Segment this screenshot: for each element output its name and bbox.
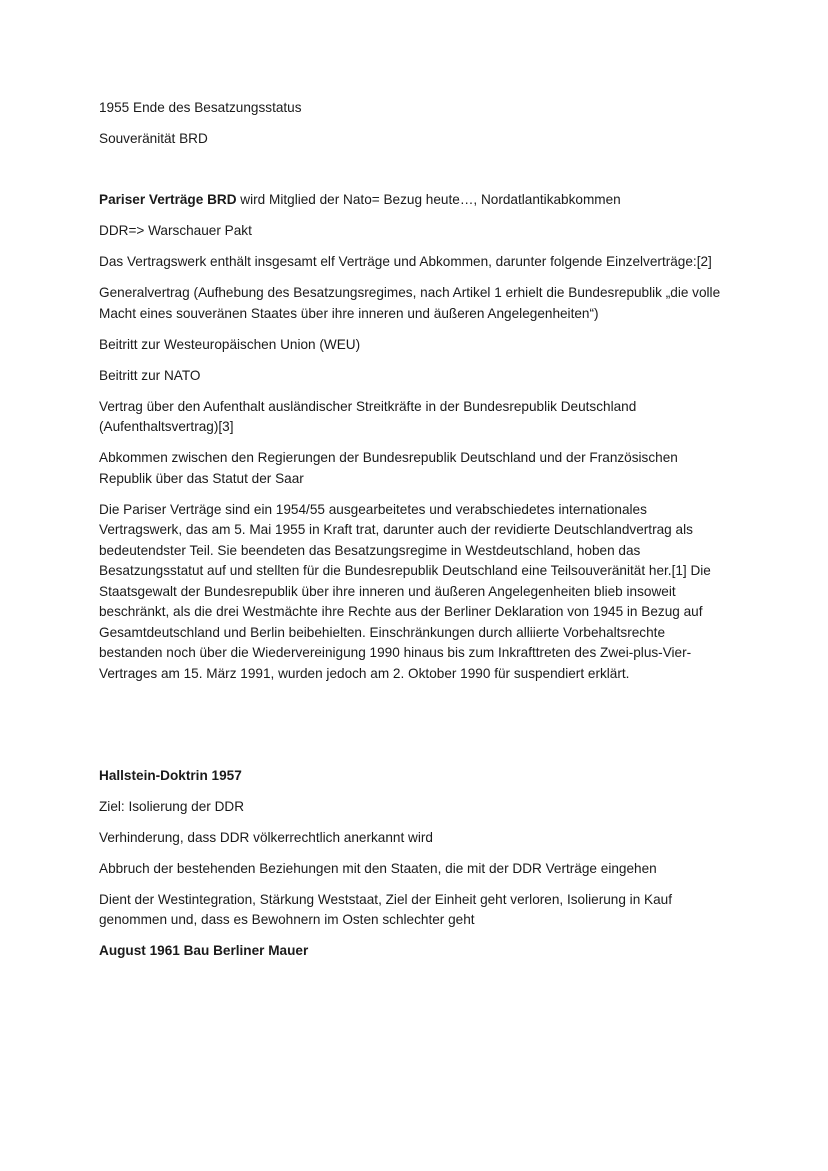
paragraph-verhinderung: Verhinderung, dass DDR völkerrechtlich anerkannt wird bbox=[99, 829, 433, 845]
bold-pariser-vertraege: Pariser Verträge BRD bbox=[99, 192, 237, 207]
spacer bbox=[99, 160, 729, 190]
document-body bbox=[99, 98, 729, 972]
paragraph-saar: Abkommen zwischen den Regierungen der Bundesrepublik Deutschland und der Französischen Republik über das Statut der Saar bbox=[99, 450, 678, 486]
heading-mauerbau: August 1961 Bau Berliner Mauer bbox=[99, 943, 309, 958]
paragraph-aufenthaltsvertrag: Vertrag über den Aufenthalt ausländischer Streitkräfte in der Bundesrepublik Deutschland (Aufenthaltsvertrag)[3] bbox=[99, 398, 637, 434]
paragraph-weu: Beitritt zur Westeuropäischen Union (WEU) bbox=[99, 336, 361, 352]
heading-hallstein: Hallstein-Doktrin 1957 bbox=[99, 767, 242, 783]
spacer bbox=[99, 695, 729, 766]
paragraph-ziel: Ziel: Isolierung der DDR bbox=[99, 798, 245, 814]
paragraph-generalvertrag: Generalvertrag (Aufhebung des Besatzungsregimes, nach Artikel 1 erhielt die Bundesrepublik „die volle Macht eines souveränen Staates über ihre inneren und äußeren Angelegenheiten“) bbox=[99, 285, 721, 321]
paragraph-warschauer-pakt: DDR=> Warschauer Pakt bbox=[99, 223, 252, 238]
paragraph-nato: Beitritt zur NATO bbox=[99, 367, 201, 383]
line-besatzungsstatus: 1955 Ende des Besatzungsstatus bbox=[99, 100, 302, 115]
paragraph-pariser-vertraege bbox=[99, 190, 729, 211]
paragraph-abbruch: Abbruch der bestehenden Beziehungen mit den Staaten, die mit der DDR Verträge eingehen bbox=[99, 860, 657, 876]
line-souveraenitaet: Souveränität BRD bbox=[99, 131, 208, 146]
paragraph-pariser-details: Die Pariser Verträge sind ein 1954/55 ausgearbeitetes und verabschiedetes internationales Vertragswerk, das am 5. Mai 1955 in Kraft trat, darunter auch der revidierte Deutschlandvertrag als bedeutendster Teil. Sie beendeten das Besatzungsregime in Westdeutschland, hoben das Besatzungsstatut auf und stellten für die Bundesrepublik Deutschland eine Teilsouveränität her.[1] Die Staatsgewalt der Bundesrepublik über ihre inneren und äußeren Angelegenheiten blieb insoweit beschränkt, als die drei Westmächte ihre Rechte aus der Berliner Deklaration von 1945 in Bezug auf Gesamtdeutschland und Berlin beibehielten. Einschränkungen durch alliierte Vorbehaltsrechte bestanden noch über die Wiedervereinigung 1990 hinaus bis zum Inkrafttreten des Zwei-plus-Vier-Vertrages am 15. März 1991, wurden jedoch am 2. Oktober 1990 für suspendiert erklärt. bbox=[99, 501, 711, 681]
paragraph-westintegration: Dient der Westintegration, Stärkung Weststaat, Ziel der Einheit geht verloren, Isolierung in Kauf genommen und, dass es Bewohnern im Osten schlechter geht bbox=[99, 891, 673, 927]
text-nato: wird Mitglied der Nato= Bezug heute…, Nordatlantikabkommen bbox=[236, 192, 621, 207]
paragraph-vertragswerk: Das Vertragswerk enthält insgesamt elf Verträge und Abkommen, darunter folgende Einzelverträge:[2] bbox=[99, 254, 712, 269]
